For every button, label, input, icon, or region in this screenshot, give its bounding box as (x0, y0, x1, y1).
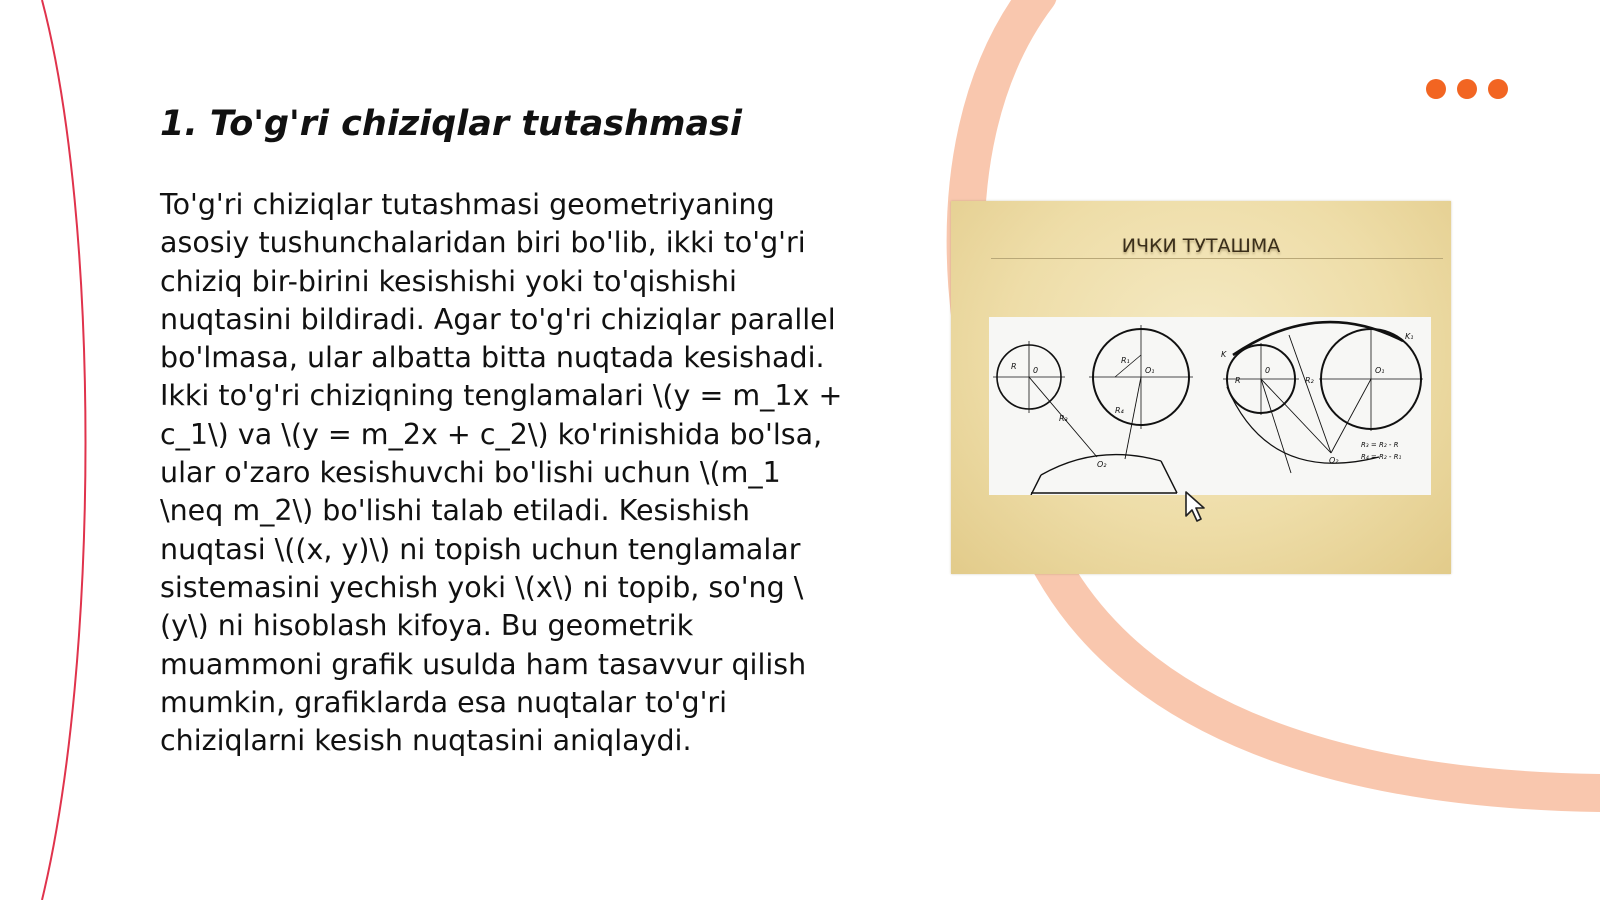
label-o-right: 0 (1265, 366, 1271, 375)
label-k: K (1221, 350, 1227, 359)
dot-icon (1488, 79, 1508, 99)
formula-r4: R₄ = R₂ - R₁ (1361, 453, 1402, 461)
label-r2: R₂ (1305, 376, 1314, 385)
label-r: R (1011, 362, 1017, 371)
left-accent-line (42, 0, 86, 900)
label-o2-left: O₂ (1097, 460, 1107, 469)
figure-title-underline (991, 258, 1443, 259)
figure-title: ИЧКИ ТУТАШМА (1121, 235, 1281, 257)
label-r3: R₃ (1059, 414, 1068, 423)
label-r-right: R (1235, 376, 1241, 385)
mouse-cursor-icon (1184, 490, 1208, 524)
label-o: 0 (1033, 366, 1039, 375)
three-dots-icon (1426, 79, 1508, 99)
formula-r3: R₃ = R₂ - R (1361, 441, 1399, 449)
figure-drawing-panel (989, 317, 1431, 495)
outer-tangent-arc (1233, 322, 1403, 355)
dot-icon (1426, 79, 1446, 99)
slide-title: 1. To'g'ri chiziqlar tutashmasi (160, 104, 742, 144)
label-o2-right: O₂ (1329, 456, 1339, 465)
label-r1: R₁ (1121, 356, 1130, 365)
slide-body-text: To'g'ri chiziqlar tutashmasi geometriyaning asosiy tushunchalaridan biri bo'lib, ikki to'g'ri chiziq bir-birini kesishishi yoki to'qishishi nuqtasini bildiradi. Agar to'g'ri chiziqlar parallel bo'lmasa, ular albatta bitta nuqtada kesishadi. Ikki to'g'ri chiziqning tenglamalari \(y = m_1x + c_1\) va \(y = m_2x + c_2\) ko'rinishida bo'lsa, ular o'zaro kesishuvchi bo'lishi uchun \(m_1 \neq m_2\) bo'lishi talab etiladi. Kesishish nuqtasi \((x, y)\) ni topish uchun tenglamalar sistemasini yechish yoki \(x\) ni topib, so'ng \(y\) ni hisoblash kifoya. Bu geometrik muammoni grafik usulda ham tasavvur qilish mumkin, grafiklarda esa nuqtalar to'g'ri chiziqlarni kesish nuqtasini aniqlaydi. (160, 188, 843, 758)
label-k1: K₁ (1405, 332, 1414, 341)
label-o1-right: O₁ (1375, 366, 1385, 375)
dot-icon (1457, 79, 1477, 99)
tangency-drawing (989, 317, 1431, 495)
label-o1: O₁ (1145, 366, 1155, 375)
label-r4: R₄ (1115, 406, 1124, 415)
